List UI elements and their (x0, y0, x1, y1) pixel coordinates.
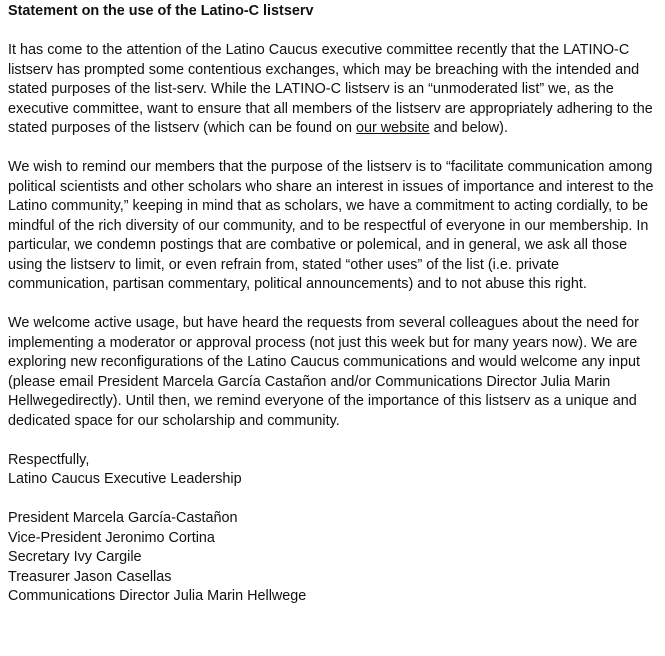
officer-communications-director: Communications Director Julia Marin Hellwege (8, 588, 307, 604)
closing-block (8, 451, 657, 490)
paragraph-intro-tail: and below). (429, 120, 508, 136)
closing-signer: Latino Caucus Executive Leadership (8, 471, 242, 487)
officer-secretary: Secretary Ivy Cargile (8, 549, 142, 565)
paragraph-purpose: We wish to remind our members that the purpose of the listserv is to “facilitate communication among political scientists and other scholars who share an interest in issues of importance and interest to the Latino community,” keeping in mind that as scholars, we have a commitment to acting cordially, to be mindful of the rich diversity of our community, and to be respectful of everyone in our membership. In particular, we condemn postings that are combative or polemical, and in general, we ask all those using the listserv to limit, or even refrain from, stated “other uses” of the list (i.e. private communication, partisan commentary, political announcements) and to not abuse this right. (8, 159, 654, 292)
officers-list (8, 509, 657, 607)
statement-title: Statement on the use of the Latino-C listserv (8, 3, 314, 19)
paragraph-moderation: We welcome active usage, but have heard the requests from several colleagues about the need for implementing a moderator or approval process (not just this week but for many years now). We are exploring new reconfigurations of the Latino Caucus communications and would welcome any input (please email President Marcela García Castañon and/or Communications Director Julia Marin Hellwegedirectly). Until then, we remind everyone of the importance of this listserv as a unique and dedicated space for our scholarship and community. (8, 315, 640, 429)
closing-salutation: Respectfully, (8, 451, 90, 468)
officer-president: President Marcela García-Castañon (8, 510, 238, 526)
paragraph-intro-text: It has come to the attention of the Latino Caucus executive committee recently that the LATINO-C listserv has prompted some contentious exchanges, which may be breaching with the intended and stated purposes of the list-serv. While the LATINO-C listserv is an “unmoderated list” we, as the executive committee, want to ensure that all members of the listserv are appropriately adhering to the stated purposes of the listserv (which can be found on (8, 42, 653, 136)
officer-treasurer: Treasurer Jason Casellas (8, 568, 172, 585)
officer-vice-president: Vice-President Jeronimo Cortina (8, 529, 215, 546)
paragraph-intro (8, 41, 657, 139)
website-link[interactable]: our website (355, 120, 430, 136)
